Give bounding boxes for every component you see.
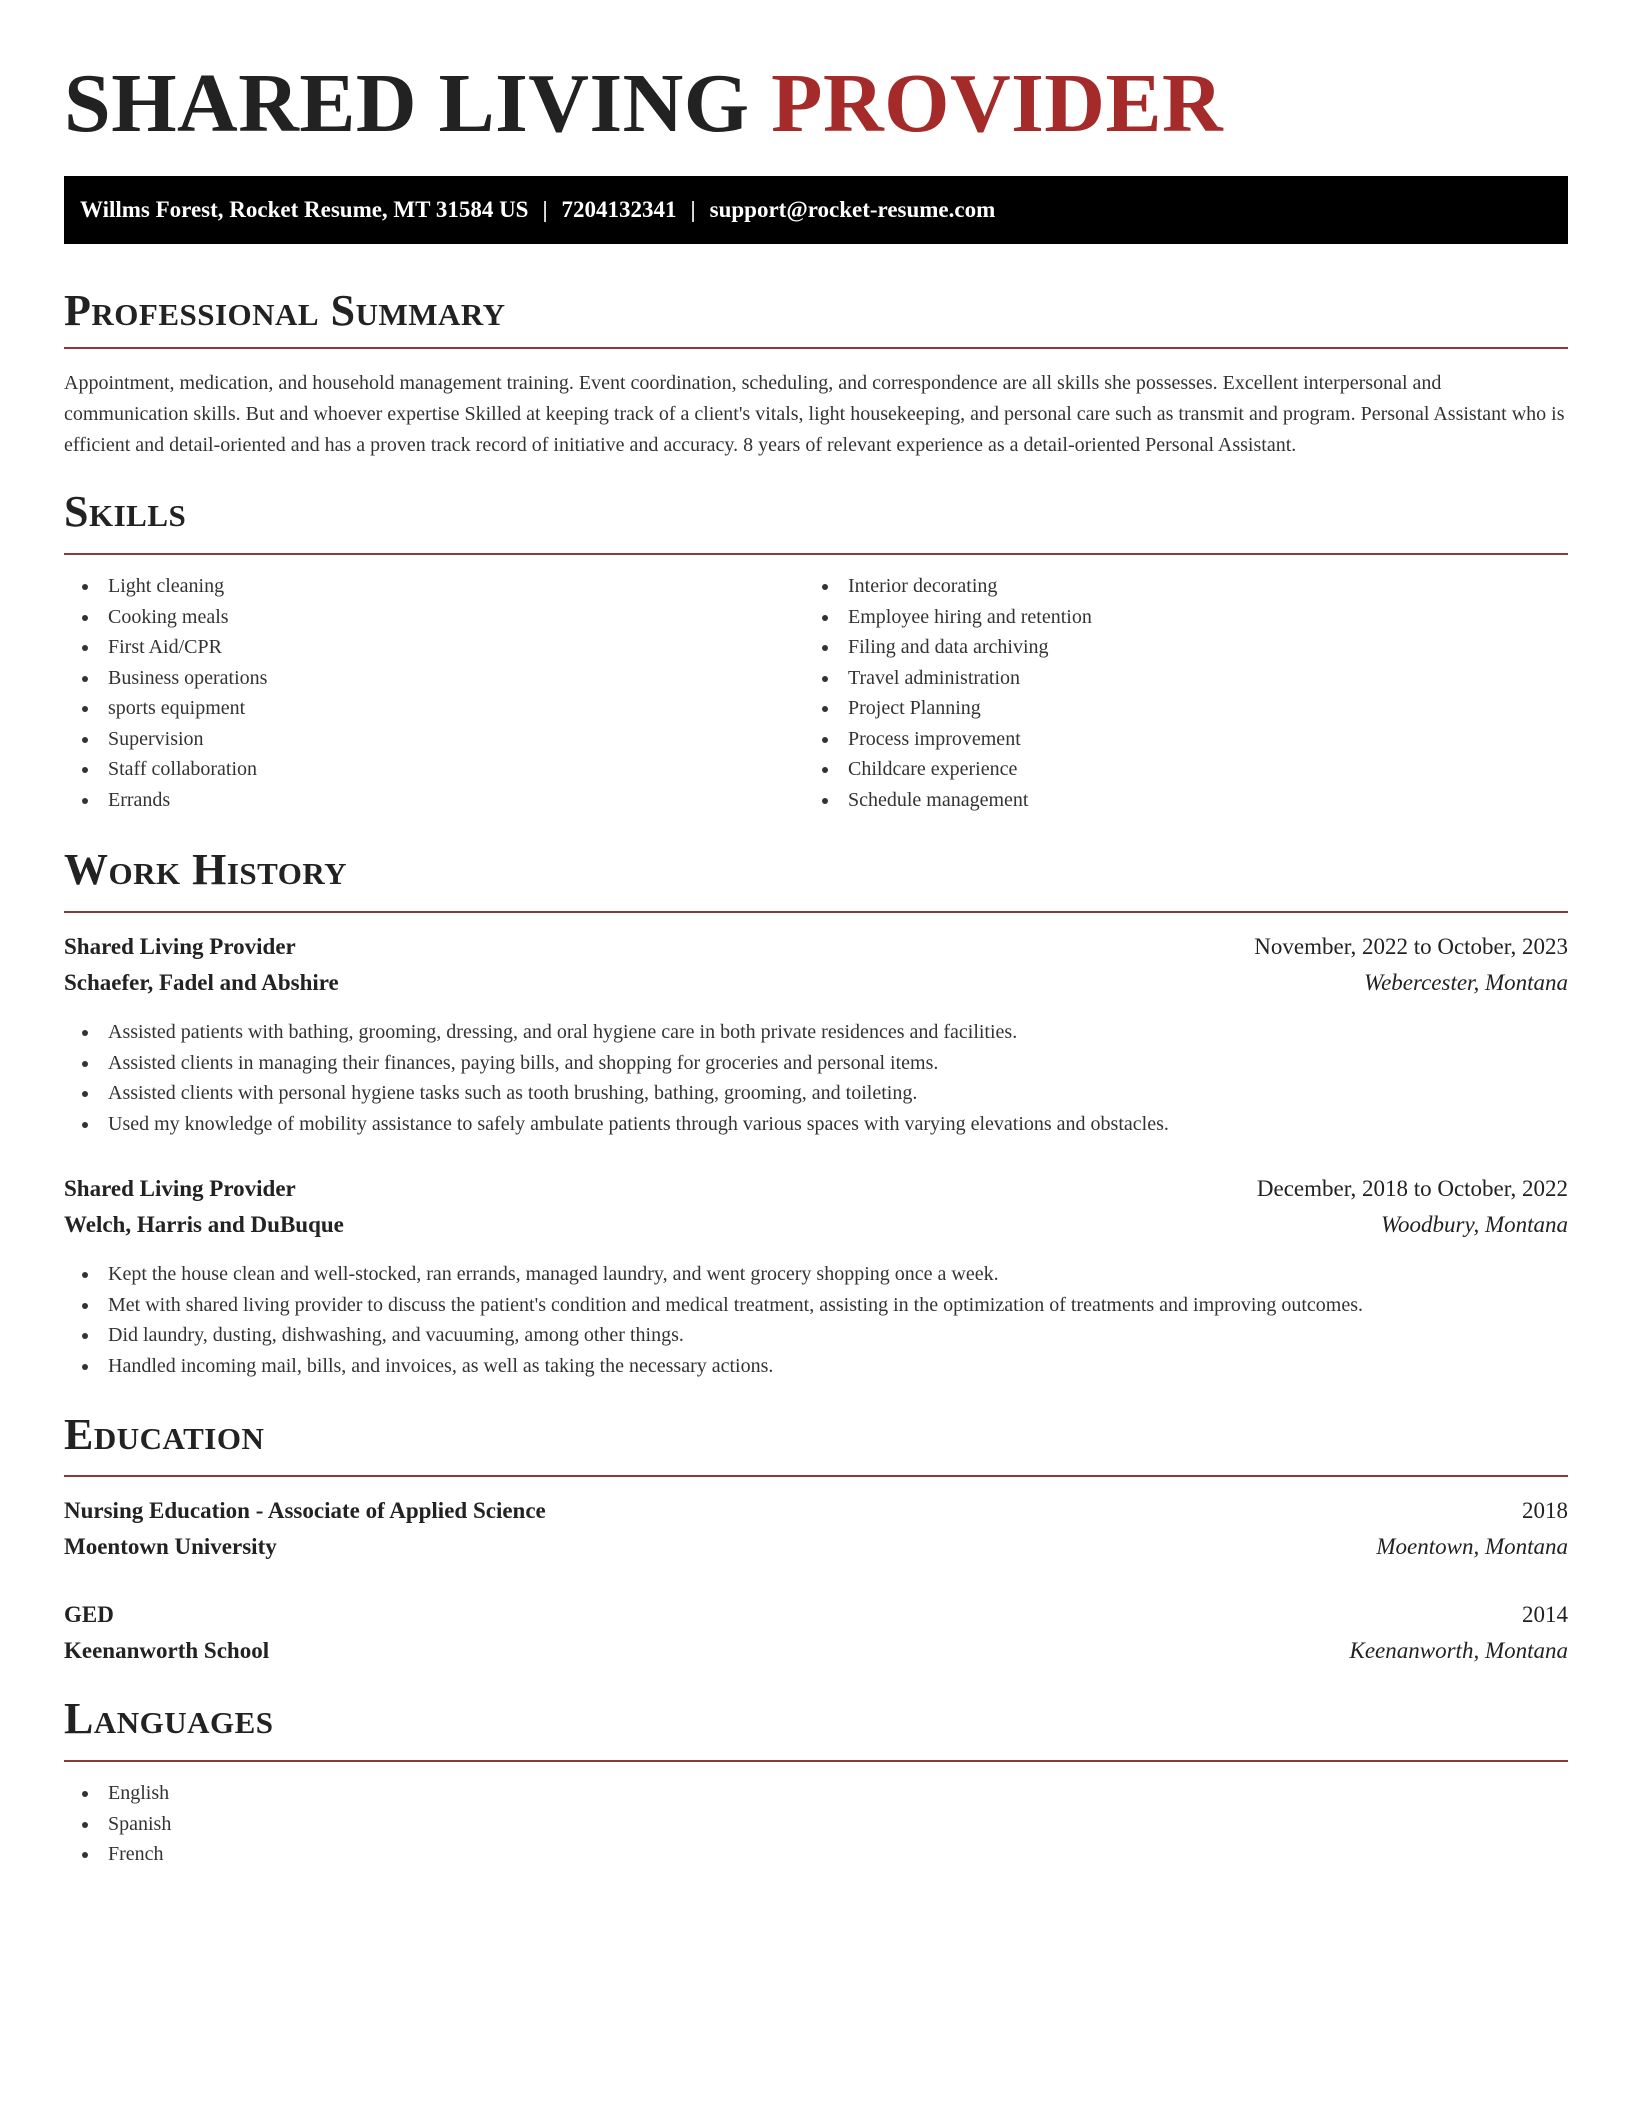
skill-item: Project Planning <box>804 693 1568 724</box>
skill-item: Business operations <box>64 663 804 694</box>
language-item: English <box>64 1778 804 1809</box>
skill-item: Errands <box>64 785 804 816</box>
job-dates: December, 2018 to October, 2022 <box>1256 1176 1568 1201</box>
job-header-row <box>64 1171 1568 1207</box>
education-school: Keenanworth School <box>64 1638 270 1663</box>
section-divider <box>64 347 1568 349</box>
job-role: Shared Living Provider <box>64 1176 296 1201</box>
language-item: French <box>64 1839 804 1870</box>
summary-text: Appointment, medication, and household management training. Event coordination, scheduling, and correspondence are all skills she possesses. Excellent interpersonal and communication skills. But and whoever expertise Skilled at keeping track of a client's vitals, light housekeeping, and personal care such as transmit and program. Personal Assistant who is efficient and detail-oriented and has a proven track record of initiative and accuracy. 8 years of relevant experience as a detail-oriented Personal Assistant. <box>64 372 1565 456</box>
job-bullet: Assisted patients with bathing, grooming, dressing, and oral hygiene care in both private residences and facilities. <box>64 1017 1568 1048</box>
job-bullet: Assisted clients in managing their finances, paying bills, and shopping for groceries and personal items. <box>64 1048 1568 1079</box>
job-header-row <box>64 929 1568 965</box>
languages-list <box>64 1778 804 1870</box>
education-header-row <box>64 1597 1568 1633</box>
skill-item: Filing and data archiving <box>804 632 1568 663</box>
skill-item: sports equipment <box>64 693 804 724</box>
job-location: Webercester, Montana <box>1364 970 1568 995</box>
job-bullet: Kept the house clean and well-stocked, ran errands, managed laundry, and went grocery shopping once a week. <box>64 1259 1568 1290</box>
contact-bar <box>64 176 1568 244</box>
title-accent: PROVIDER <box>771 57 1224 150</box>
job-bullet: Met with shared living provider to discuss the patient's condition and medical treatment, assisting in the optimization of treatments and improving outcomes. <box>64 1290 1568 1321</box>
education-location: Moentown, Montana <box>1376 1534 1568 1559</box>
skill-item: Travel administration <box>804 663 1568 694</box>
education-year: 2014 <box>1522 1602 1568 1627</box>
education-school: Moentown University <box>64 1534 277 1559</box>
skill-item: Supervision <box>64 724 804 755</box>
job-company-row <box>64 1207 1568 1243</box>
skills-list-right <box>804 571 1568 815</box>
contact-address: Willms Forest, Rocket Resume, MT 31584 US <box>80 197 529 222</box>
job-bullets <box>64 1259 1568 1381</box>
job-bullet: Assisted clients with personal hygiene tasks such as tooth brushing, bathing, grooming, and toileting. <box>64 1078 1568 1109</box>
skill-item: Employee hiring and retention <box>804 602 1568 633</box>
job-bullet: Did laundry, dusting, dishwashing, and vacuuming, among other things. <box>64 1320 1568 1351</box>
education-degree: Nursing Education - Associate of Applied Science <box>64 1498 546 1523</box>
skill-item: Interior decorating <box>804 571 1568 602</box>
job-location: Woodbury, Montana <box>1381 1212 1568 1237</box>
education-location: Keenanworth, Montana <box>1349 1638 1568 1663</box>
section-title-languages: Languages <box>64 1694 274 1743</box>
section-divider <box>64 1760 1568 1762</box>
skill-item: Staff collaboration <box>64 754 804 785</box>
job-company-row <box>64 965 1568 1001</box>
contact-separator: | <box>690 197 696 222</box>
education-header-row <box>64 1493 1568 1529</box>
education-school-row <box>64 1529 1568 1565</box>
title-main: SHARED LIVING <box>64 57 750 150</box>
skill-item: Light cleaning <box>64 571 804 602</box>
job-company: Schaefer, Fadel and Abshire <box>64 970 339 995</box>
section-divider <box>64 553 1568 555</box>
job-bullets <box>64 1017 1568 1139</box>
section-title-summary: Professional Summary <box>64 286 506 335</box>
skill-item: Cooking meals <box>64 602 804 633</box>
education-school-row <box>64 1633 1568 1669</box>
section-title-education: Education <box>64 1410 265 1459</box>
section-divider <box>64 1475 1568 1477</box>
section-divider <box>64 911 1568 913</box>
skill-item: First Aid/CPR <box>64 632 804 663</box>
contact-email[interactable]: support@rocket-resume.com <box>709 197 996 222</box>
job-role: Shared Living Provider <box>64 934 296 959</box>
education-degree: GED <box>64 1602 114 1627</box>
education-year: 2018 <box>1522 1498 1568 1523</box>
skill-item: Schedule management <box>804 785 1568 816</box>
section-title-skills: Skills <box>64 487 187 536</box>
contact-phone[interactable]: 7204132341 <box>561 197 677 222</box>
job-company: Welch, Harris and DuBuque <box>64 1212 344 1237</box>
skill-item: Childcare experience <box>804 754 1568 785</box>
skills-list-left <box>64 571 804 815</box>
contact-separator: | <box>542 197 548 222</box>
job-bullet: Handled incoming mail, bills, and invoices, as well as taking the necessary actions. <box>64 1351 1568 1382</box>
language-item: Spanish <box>64 1809 804 1840</box>
skill-item: Process improvement <box>804 724 1568 755</box>
section-title-work-history: Work History <box>64 845 348 894</box>
job-bullet: Used my knowledge of mobility assistance to safely ambulate patients through various spaces with varying elevations and obstacles. <box>64 1109 1568 1140</box>
resume-title <box>64 52 1223 156</box>
job-dates: November, 2022 to October, 2023 <box>1254 934 1568 959</box>
